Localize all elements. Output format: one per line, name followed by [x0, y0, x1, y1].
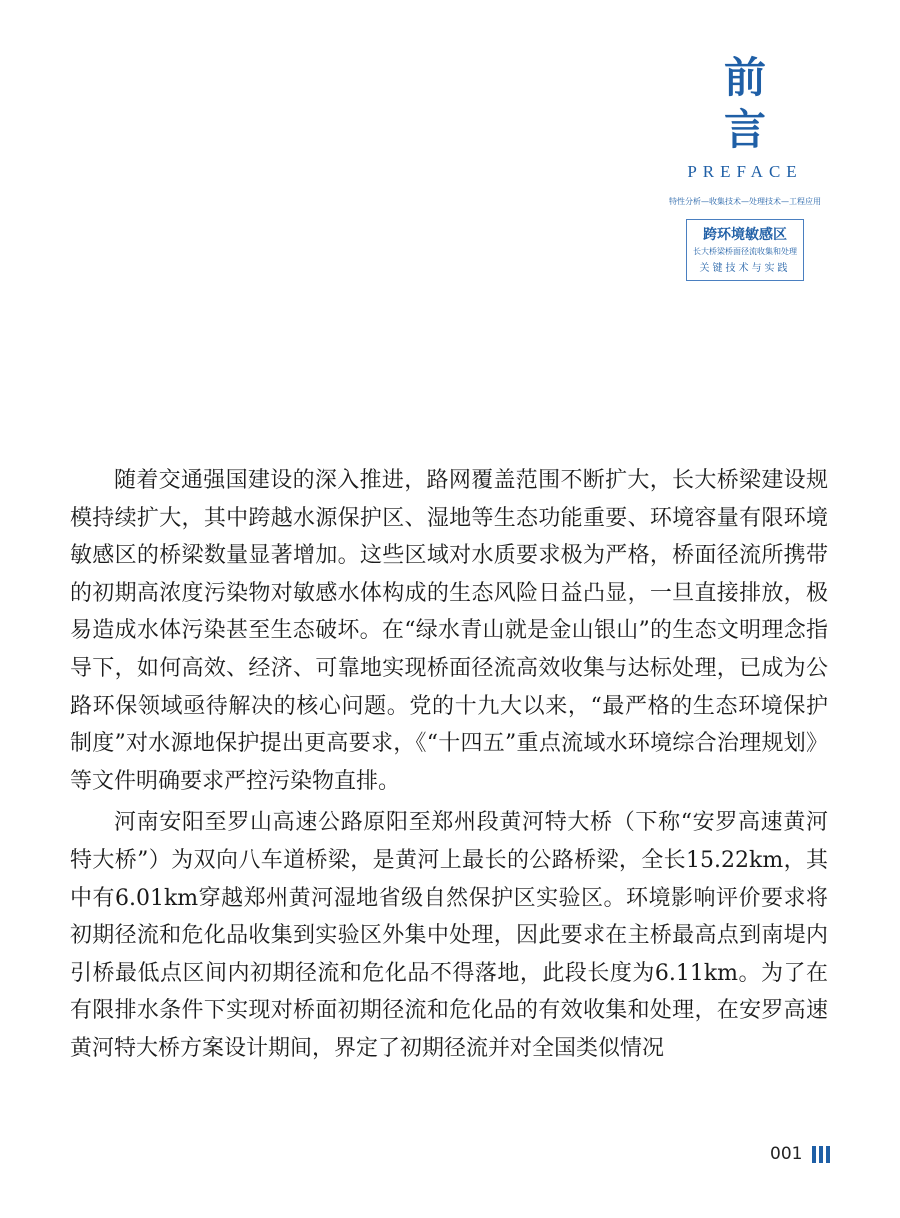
- page-title: 前言: [723, 53, 796, 154]
- paragraph: 河南安阳至罗山高速公路原阳至郑州段黄河特大桥（下称“安罗高速黄河特大桥”）为双向八车道桥梁，是黄河上最长的公路桥梁，全长15.22km，其中有6.01km穿越郑州黄河湿地省级自然保护区实验区。环境影响评价要求将初期径流和危化品收集到实验区外集中处理，因此要求在主桥最高点到南堤内引桥最低点区间内初期径流和危化品不得落地，此段长度为6.11km。为了在有限排水条件下实现对桥面初期径流和危化品的有效收集和处理，在安罗高速黄河特大桥方案设计期间，界定了初期径流并对全国类似情况: [70, 810, 828, 1061]
- book-subtitle: 长大桥梁桥面径流收集和处理: [693, 247, 797, 256]
- page-title-english: PREFACE: [687, 162, 803, 181]
- preface-header: [660, 52, 830, 281]
- paragraph: 随着交通强国建设的深入推进，路网覆盖范围不断扩大，长大桥梁建设规模持续扩大，其中跨越水源保护区、湿地等生态功能重要、环境容量有限环境敏感区的桥梁数量显著增加。这些区域对水质要求极为严格，桥面径流所携带的初期高浓度污染物对敏感水体构成的生态风险日益凸显，一旦直接排放，极易造成水体污染甚至生态破坏。在“绿水青山就是金山银山”的生态文明理念指导下，如何高效、经济、可靠地实现桥面径流高效收集与达标处理，已成为公路环保领域亟待解决的核心问题。党的十九大以来，“最严格的生态环境保护制度”对水源地保护提出更高要求，《“十四五”重点流域水环境综合治理规划》等文件明确要求严控污染物直排。: [70, 468, 828, 794]
- book-title-box: [686, 219, 804, 281]
- book-subtitle-2: 关键技术与实践: [699, 263, 791, 274]
- page-marker-icon: [812, 1146, 830, 1163]
- page-footer: [770, 1144, 830, 1164]
- series-line: 特性分析—收集技术—处理技术—工程应用: [669, 197, 821, 206]
- page-number: 001: [770, 1144, 803, 1164]
- body-text: [70, 462, 828, 1068]
- book-title: 跨环境敏感区: [703, 227, 787, 243]
